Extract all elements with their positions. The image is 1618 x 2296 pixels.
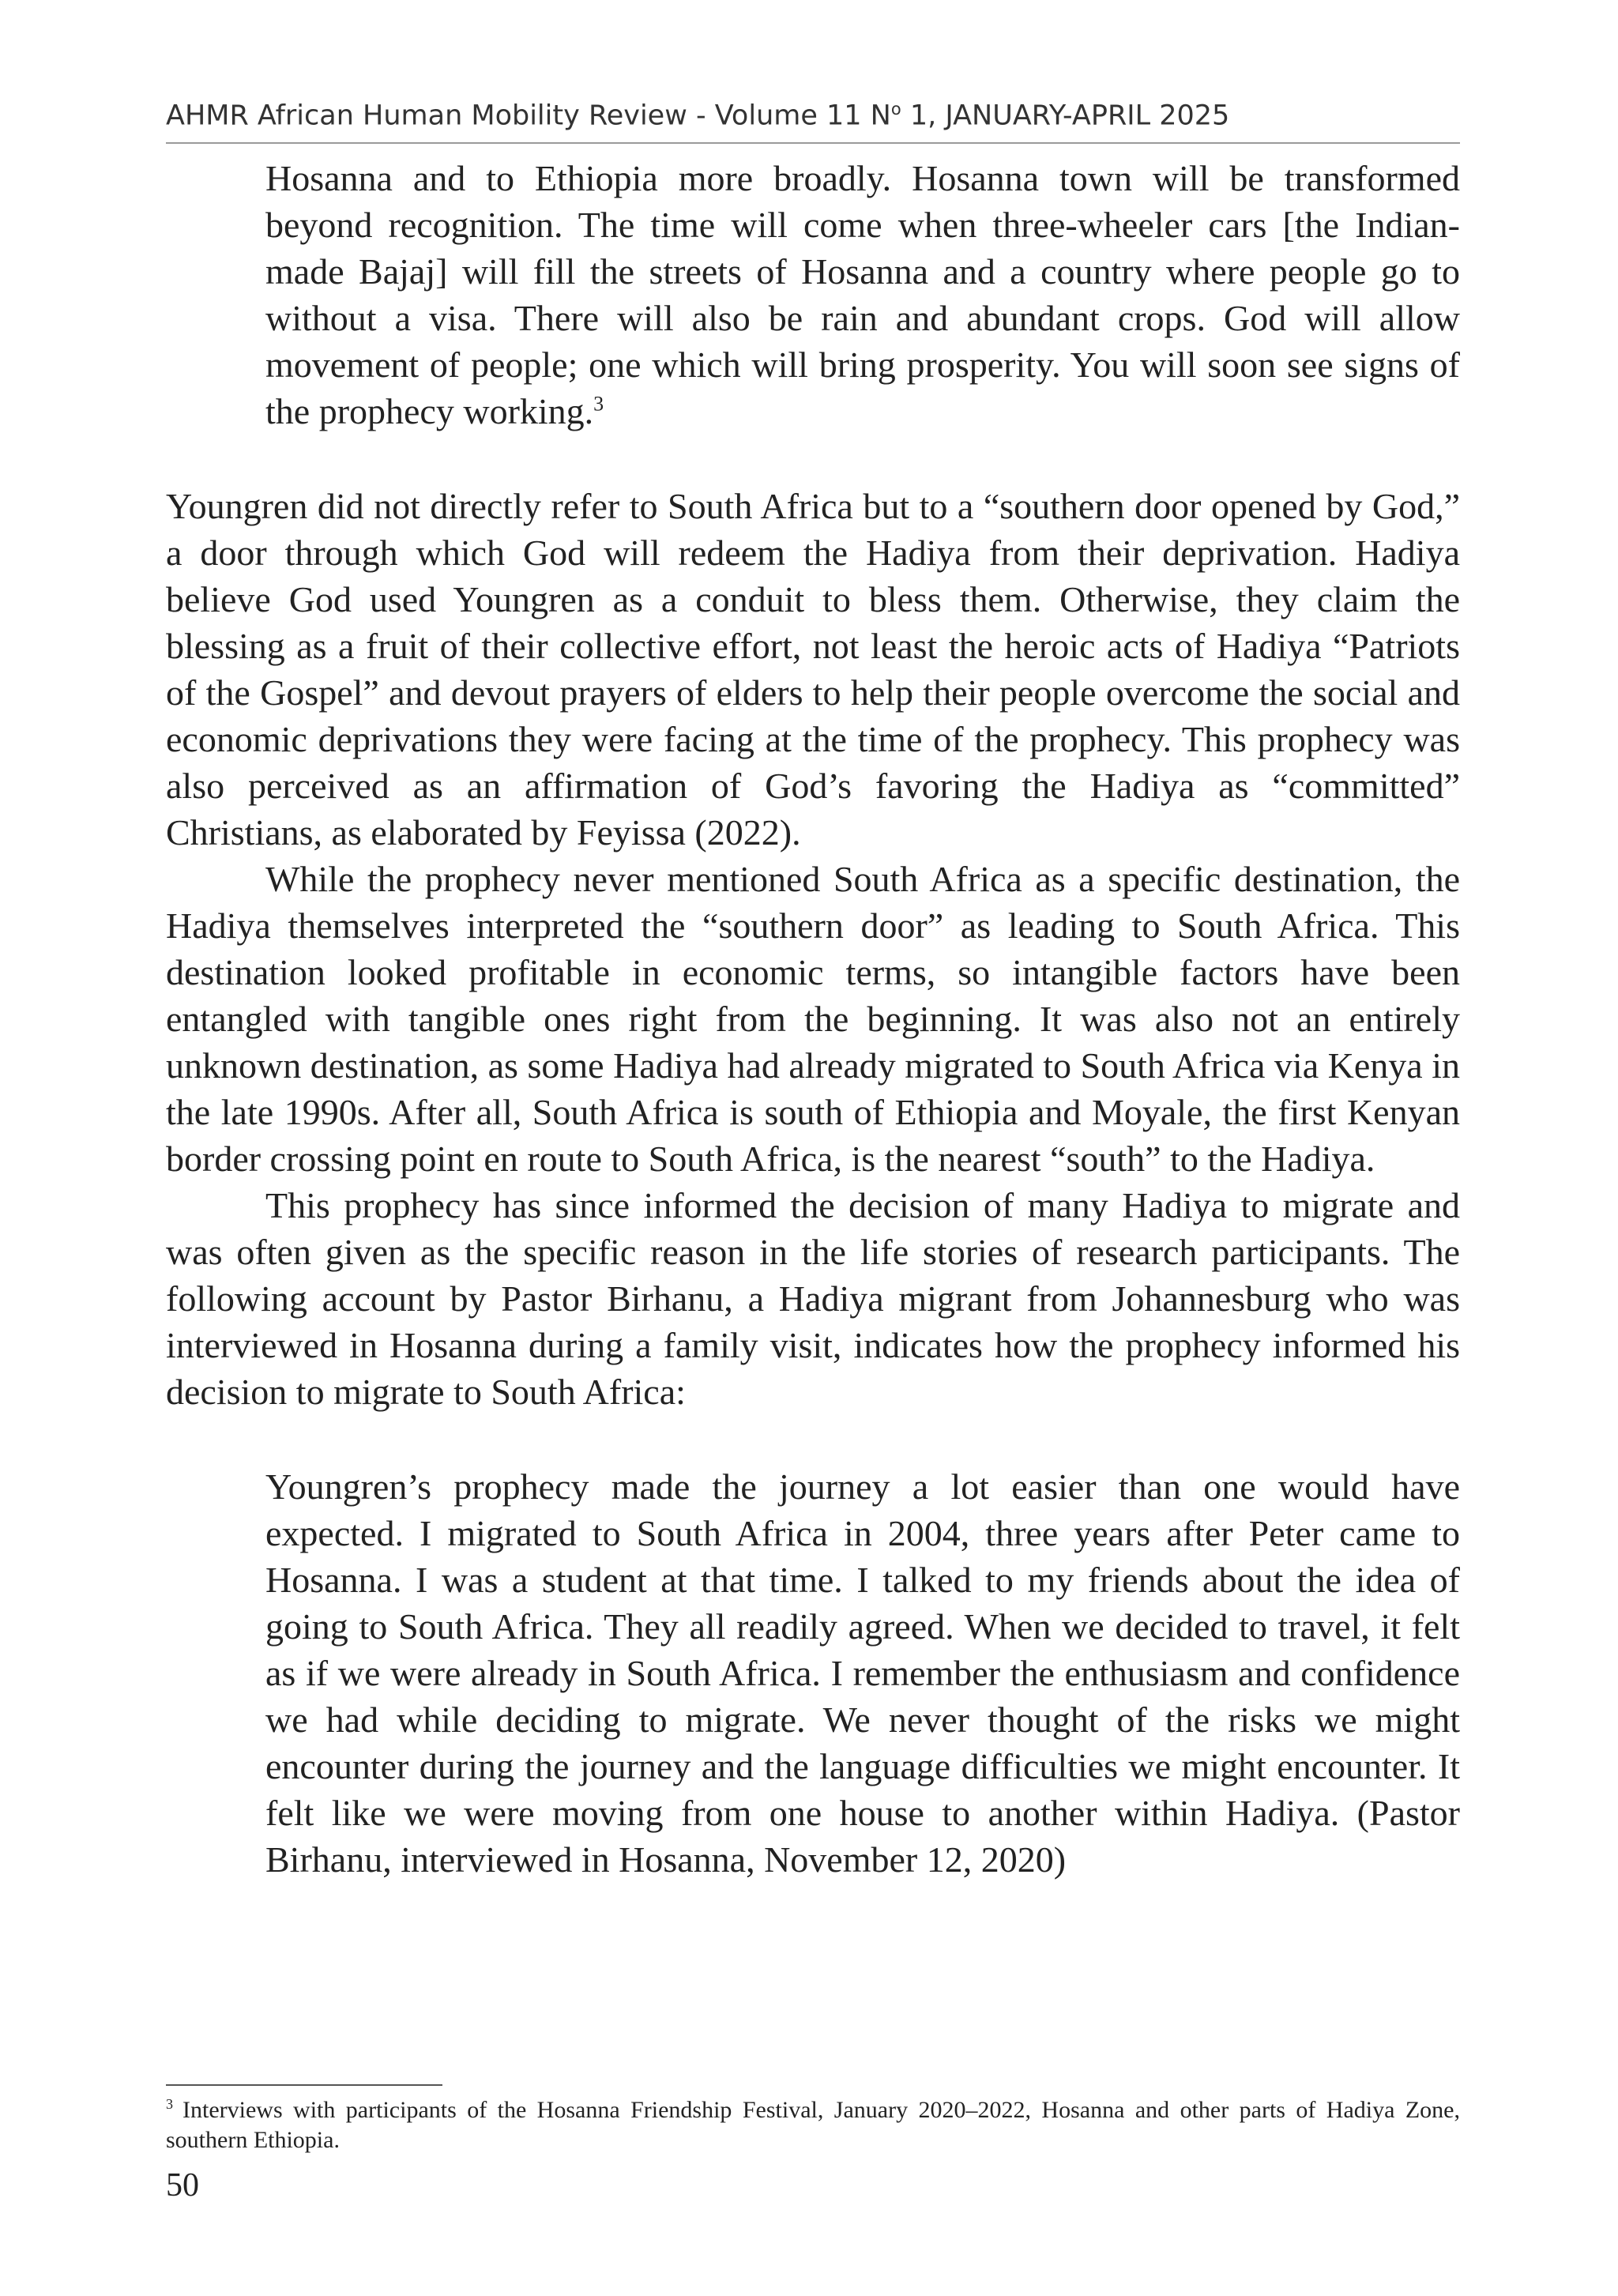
footnote-mark: 3 — [166, 2096, 173, 2112]
paragraph: This prophecy has since informed the decision of many Hadiya to migrate and was often given as the specific reason in the life stories of research participants. The following account by Pastor Birhanu, a Hadiya migrant from Johannesburg who was interviewed in Hosanna during a family visit, indicates how the prophecy informed his decision to migrate to South Africa: — [166, 1185, 1460, 1412]
main-text — [166, 155, 1460, 1883]
page-number: 50 — [166, 2167, 199, 2204]
paragraph: Youngren did not directly refer to South Africa but to a “southern door opened by God,” a door through which God will redeem the Hadiya from their deprivation. Hadiya believe God used Youngren as a conduit to bless them. Otherwise, they claim the blessing as a fruit of their collective effort, not least the heroic acts of Hadiya “Patriots of the Gospel” and devout prayers of elders to help their people overcome the social and economic deprivations they were facing at the time of the prophecy. This prophecy was also perceived as an affirmation of God’s favoring the Hadiya as “committed” Christians, as elaborated by Feyissa (2022). — [166, 486, 1460, 853]
header-rule — [166, 142, 1460, 144]
footnote — [166, 2095, 1460, 2155]
block-quote-text: Hosanna and to Ethiopia more broadly. Hosanna town will be transformed beyond recognition. The time will come when three-wheeler cars [the Indian-made Bajaj] will fill the streets of Hosanna and a country where people go to without a visa. There will also be rain and abundant crops. God will allow movement of people; one which will bring prosperity. You will soon see signs of the prophecy working. — [265, 158, 1460, 431]
block-quote-prophecy — [265, 155, 1460, 435]
issue-date: 1, JANUARY-APRIL 2025 — [901, 100, 1230, 132]
running-header — [166, 100, 1460, 132]
paragraph: While the prophecy never mentioned South Africa as a specific destination, the Hadiya themselves interpreted the “southern door” as leading to South Africa. This destination looked profitable in economic terms, so intangible factors have been entangled with tangible ones right from the beginning. It was also not an entirely unknown destination, as some Hadiya had already migrated to South Africa via Kenya in the late 1990s. After all, South Africa is south of Ethiopia and Moyale, the first Kenyan border crossing point en route to South Africa, is the nearest “south” to the Hadiya. — [166, 859, 1460, 1179]
footnote-text: Interviews with participants of the Hosanna Friendship Festival, January 2020–2022, Hosanna and other parts of Hadiya Zone, southern Ethiopia. — [166, 2097, 1460, 2153]
footnote-reference[interactable]: 3 — [593, 392, 604, 416]
journal-title: AHMR African Human Mobility Review - Volume 11 N — [166, 100, 891, 132]
footnote-rule — [166, 2084, 442, 2086]
block-quote-interview: Youngren’s prophecy made the journey a lot easier than one would have expected. I migrated to South Africa in 2004, three years after Peter came to Hosanna. I was a student at that time. I talked to my friends about the idea of going to South Africa. They all readily agreed. When we decided to travel, it felt as if we were already in South Africa. I remember the enthusiasm and confidence we had while deciding to migrate. We never thought of the risks we might encounter during the journey and the language difficulties we might encounter. It felt like we were moving from one house to another within Hadiya. (Pastor Birhanu, interviewed in Hosanna, November 12, 2020) — [265, 1466, 1460, 1880]
number-sign-superscript: o — [890, 100, 901, 119]
